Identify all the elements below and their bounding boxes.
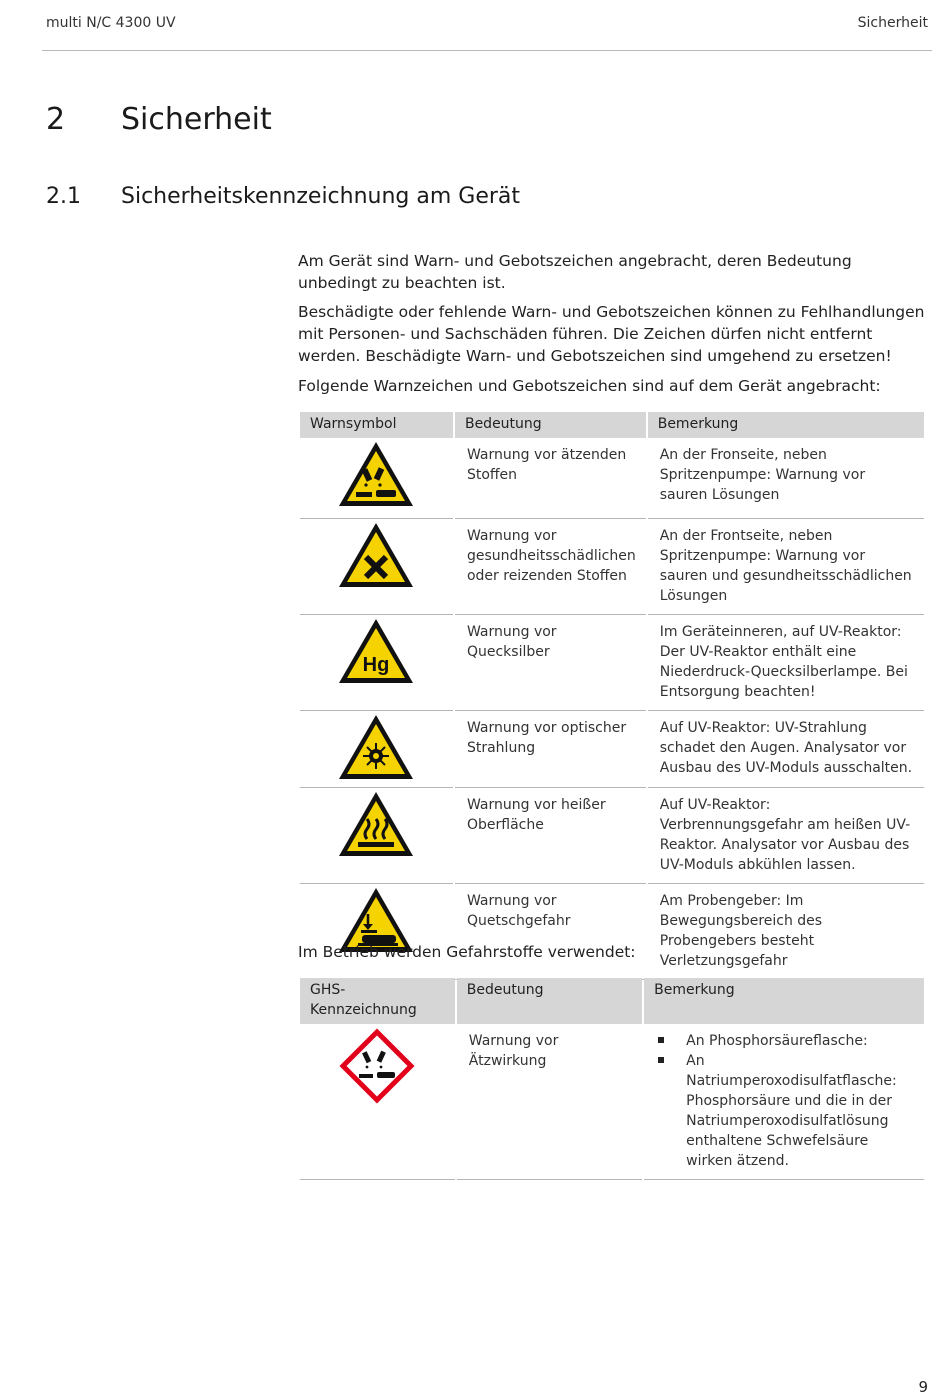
- remark-list: [656, 1031, 914, 1171]
- meaning-cell: Warnung vor ätzenden Stoffen: [455, 438, 646, 519]
- chapter-title: Sicherheit: [121, 102, 272, 137]
- symbol-cell: [300, 711, 453, 788]
- running-header-section: Sicherheit: [857, 15, 928, 31]
- remark-cell: [644, 1024, 924, 1180]
- optical-radiation-warning-icon: [336, 711, 416, 783]
- col-header-remark: Bemerkung: [648, 412, 924, 438]
- table-row: [300, 788, 924, 884]
- running-header-product: multi N/C 4300 UV: [46, 15, 176, 31]
- meaning-cell: Warnung vor gesundheitsschädlichen oder reizenden Stoffen: [455, 519, 646, 615]
- signs-list-intro: Folgende Warnzeichen und Gebotszeichen sind auf dem Gerät angebracht:: [298, 377, 881, 395]
- meaning-cell: Warnung vor Ätzwirkung: [457, 1024, 642, 1180]
- symbol-cell: [300, 884, 453, 980]
- harmful-irritant-warning-icon: [336, 519, 416, 591]
- table-row: [300, 711, 924, 788]
- hazardous-substances-paragraph: Im Betrieb werden Gefahrstoffe verwendet:: [298, 943, 636, 961]
- table-row: [300, 1024, 924, 1180]
- table-header-row: [300, 978, 924, 1024]
- section-number: 2.1: [46, 184, 81, 209]
- meaning-cell: Warnung vor optischer Strahlung: [455, 711, 646, 788]
- list-item: An Phosphorsäureflasche:: [656, 1031, 914, 1051]
- table-row: [300, 519, 924, 615]
- col-header-meaning: Bedeutung: [455, 412, 646, 438]
- meaning-cell: Warnung vor Quetschgefahr: [455, 884, 646, 980]
- intro-paragraph: Am Gerät sind Warn- und Gebotszeichen angebracht, deren Bedeutung unbedingt zu beachten ist.: [298, 252, 852, 292]
- col-header-ghs: GHS-Kennzeichnung: [300, 978, 455, 1024]
- col-header-remark: Bemerkung: [644, 978, 924, 1024]
- header-divider: [42, 50, 932, 51]
- col-header-symbol: Warnsymbol: [300, 412, 453, 438]
- remark-cell: Im Geräteinneren, auf UV-Reaktor: Der UV-Reaktor enthält eine Niederdruck-Quecksilberlampe. Bei Entsorgung beachten!: [648, 615, 924, 711]
- symbol-cell: [300, 519, 453, 615]
- mercury-symbol-text: Hg: [363, 654, 390, 676]
- mercury-warning-icon: [336, 615, 416, 687]
- remark-cell: Auf UV-Reaktor: Verbrennungsgefahr am heißen UV-Reaktor. Analysator vor Ausbau des UV-Moduls abkühlen lassen.: [648, 788, 924, 884]
- page-number: 9: [918, 1378, 928, 1396]
- corrosive-warning-icon: [336, 438, 416, 510]
- remark-cell: An der Fronseite, neben Spritzenpumpe: Warnung vor sauren Lösungen: [648, 438, 924, 519]
- table-row: [300, 884, 924, 980]
- section-title: Sicherheitskennzeichnung am Gerät: [121, 184, 521, 209]
- ghs-corrosion-icon: [337, 1026, 417, 1106]
- ghs-table: [298, 978, 926, 1180]
- meaning-cell: Warnung vor heißer Oberfläche: [455, 788, 646, 884]
- symbol-cell: [300, 1024, 455, 1180]
- hot-surface-warning-icon: [336, 788, 416, 860]
- table-header-row: [300, 412, 924, 438]
- remark-cell: Am Probengeber: Im Bewegungsbereich des Probengebers besteht Verletzungsgefahr: [648, 884, 924, 980]
- damage-paragraph: Beschädigte oder fehlende Warn- und Gebotszeichen können zu Fehlhandlungen mit Personen- und Sachschäden führen. Die Zeichen dürfen nicht entfernt werden. Beschädigte Warn- und Gebotszeichen sind umgehend zu ersetzen!: [298, 303, 925, 365]
- table-row: [300, 438, 924, 519]
- remark-cell: Auf UV-Reaktor: UV-Strahlung schadet den Augen. Analysator vor Ausbau des UV-Moduls ausschalten.: [648, 711, 924, 788]
- chapter-number: 2: [46, 102, 66, 137]
- remark-cell: An der Frontseite, neben Spritzenpumpe: Warnung vor sauren und gesundheitsschädlichen Lösungen: [648, 519, 924, 615]
- warning-signs-table: [298, 412, 926, 980]
- symbol-cell: [300, 615, 453, 711]
- col-header-meaning: Bedeutung: [457, 978, 642, 1024]
- meaning-cell: Warnung vor Quecksilber: [455, 615, 646, 711]
- symbol-cell: [300, 438, 453, 519]
- list-item: An Natriumperoxodisulfatflasche: Phosphorsäure und die in der Natriumperoxodisulfatlösung enthaltene Schwefelsäure wirken ätzend.: [656, 1051, 914, 1171]
- symbol-cell: [300, 788, 453, 884]
- table-row: [300, 615, 924, 711]
